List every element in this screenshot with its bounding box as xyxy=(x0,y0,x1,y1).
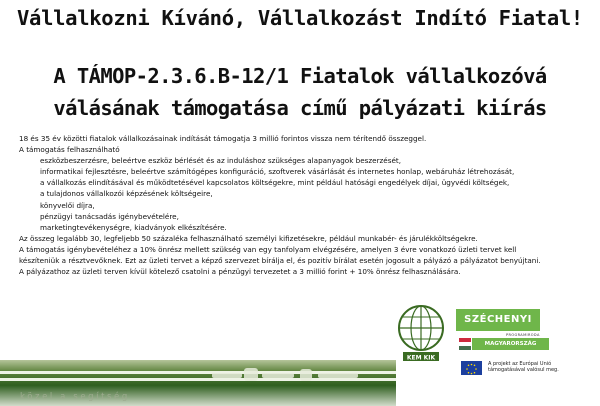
kemkik-label: KEM KIK xyxy=(406,354,436,362)
subheading-line-1: A TÁMOP-2.3.6.B-12/1 Fiatalok vállalkozóvá xyxy=(53,64,547,88)
body-line: A támogatás igénybevételéhez a 10% önrész mellett szükség van egy tanfolyam elvégzésére, amelyen 3 évre vonatkozó üzleti tervet kell xyxy=(19,244,517,254)
body-line: A pályázathoz az üzleti terven kívül kötelező csatolni a pénzügyi tervezetet a 3 millió forint + 10% önrész felhasználására. xyxy=(19,267,461,277)
szechenyi-logo: SZÉCHENYI xyxy=(456,309,540,331)
programiroda-label: PROGRAMIRODA xyxy=(506,333,540,337)
body-line: Az összeg legalább 30, legfeljebb 50 százaléka felhasználható személyi kifizetésekre, például munkabér- és járulékköltségekre. xyxy=(19,233,478,243)
body-line: pénzügyi tanácsadás igénybevételére, xyxy=(40,211,179,221)
hungarian-flag-icon xyxy=(459,338,471,350)
body-line: eszközbeszerzésre, beleértve eszköz bérlését és az induláshoz szükséges alapanyagok beszerzését, xyxy=(40,156,401,166)
magyarorszag-megujul-logo: MAGYARORSZÁG MEGÚJUL xyxy=(472,338,549,350)
globe-icon xyxy=(393,302,449,398)
subheading xyxy=(0,60,600,124)
body-line: informatikai fejlesztésre, beleértve számítógépes konfiguráció, szoftverek vásárlását és internetes honlap, webáruház létrehozását, xyxy=(40,167,515,177)
footer-motto: közel a segítség xyxy=(20,392,130,402)
kemkik-logo xyxy=(393,302,449,398)
eu-support-text: A projekt az Európai Unió támogatásával valósul meg. xyxy=(488,361,559,374)
body-line: a vállalkozás elindításával és működtetésével kapcsolatos költségekre, mint például hatósági engedélyek díjai, ügyvédi költségek, xyxy=(40,178,510,188)
body-line: a tulajdonos vállalkozói képzésének költségeire, xyxy=(40,189,213,199)
subheading-line-2: válásának támogatása című pályázati kiírás xyxy=(53,96,547,120)
body-line: marketingtevékenységre, kiadványok elkészítésére. xyxy=(40,222,227,232)
page-heading: Vállalkozni Kívánó, Vállalkozást Indító Fiatal! xyxy=(17,6,583,30)
body-line: 18 és 35 év közötti fiatalok vállalkozásainak indítását támogatja 3 millió forintos vissza nem térítendő összeggel. xyxy=(19,134,427,143)
body-line: könyvelői díjra, xyxy=(40,200,95,210)
body-text xyxy=(19,133,584,277)
eu-flag-icon xyxy=(461,361,482,375)
body-line: készíteniük a résztvevőknek. Ezt az üzleti tervet a képző szervezet bírálja el, és pozitív bírálat esetén jogosult a pályázó a pályázatot benyújtani. xyxy=(19,256,541,266)
body-line: A támogatás felhasználható xyxy=(19,145,120,155)
